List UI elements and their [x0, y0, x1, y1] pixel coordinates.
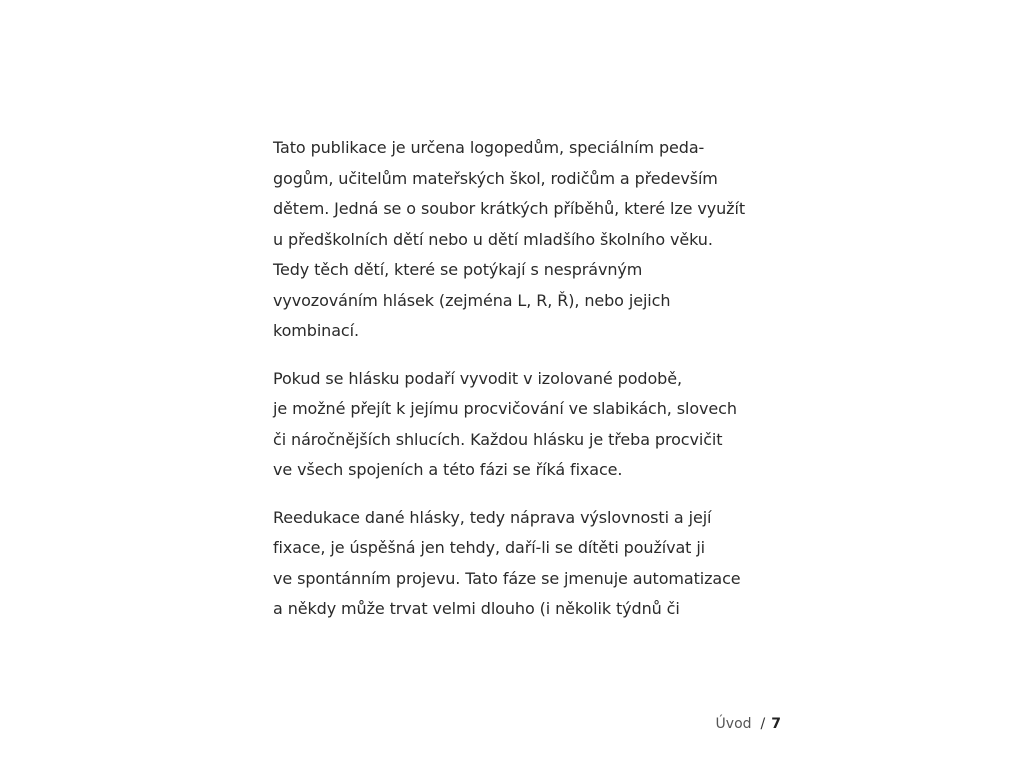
text-line: Tedy těch dětí, které se potýkají s nesprávným	[273, 260, 643, 279]
paragraph-3	[273, 503, 793, 625]
text-line: a někdy může trvat velmi dlouho (i několik týdnů či	[273, 599, 680, 618]
text-line: Tato publikace je určena logopedům, speciálním peda-	[273, 138, 705, 157]
text-line: Pokud se hlásku podaří vyvodit v izolované podobě,	[273, 368, 682, 388]
footer-separator: /	[760, 716, 766, 732]
text-line: dětem. Jedná se o soubor krátkých příběhů, které lze využít	[273, 199, 745, 218]
text-line: Reedukace dané hlásky, tedy náprava výslovnosti a její	[273, 507, 712, 527]
text-line: ve všech spojeních a této fázi se říká fixace.	[273, 460, 623, 479]
text-line: kombinací.	[273, 321, 359, 340]
text-line: či náročnějších shlucích. Každou hlásku je třeba procvičit	[273, 429, 723, 449]
text-line: vyvozováním hlásek (zejména L, R, Ř), nebo jejich	[273, 290, 671, 310]
page-footer	[716, 716, 781, 732]
body-text	[273, 133, 793, 642]
text-line: fixace, je úspěšná jen tehdy, daří-li se dítěti používat ji	[273, 538, 706, 557]
paragraph-1	[273, 133, 793, 347]
text-line: je možné přejít k jejímu procvičování ve slabikách, slovech	[273, 399, 737, 418]
page-number: 7	[771, 716, 781, 732]
text-line: ve spontánním projevu. Tato fáze se jmenuje automatizace	[273, 568, 741, 588]
section-title: Úvod	[715, 716, 752, 732]
text-line: u předškolních dětí nebo u dětí mladšího školního věku.	[273, 229, 713, 249]
text-line: gogům, učitelům mateřských škol, rodičům a především	[273, 168, 718, 188]
paragraph-2	[273, 364, 793, 486]
